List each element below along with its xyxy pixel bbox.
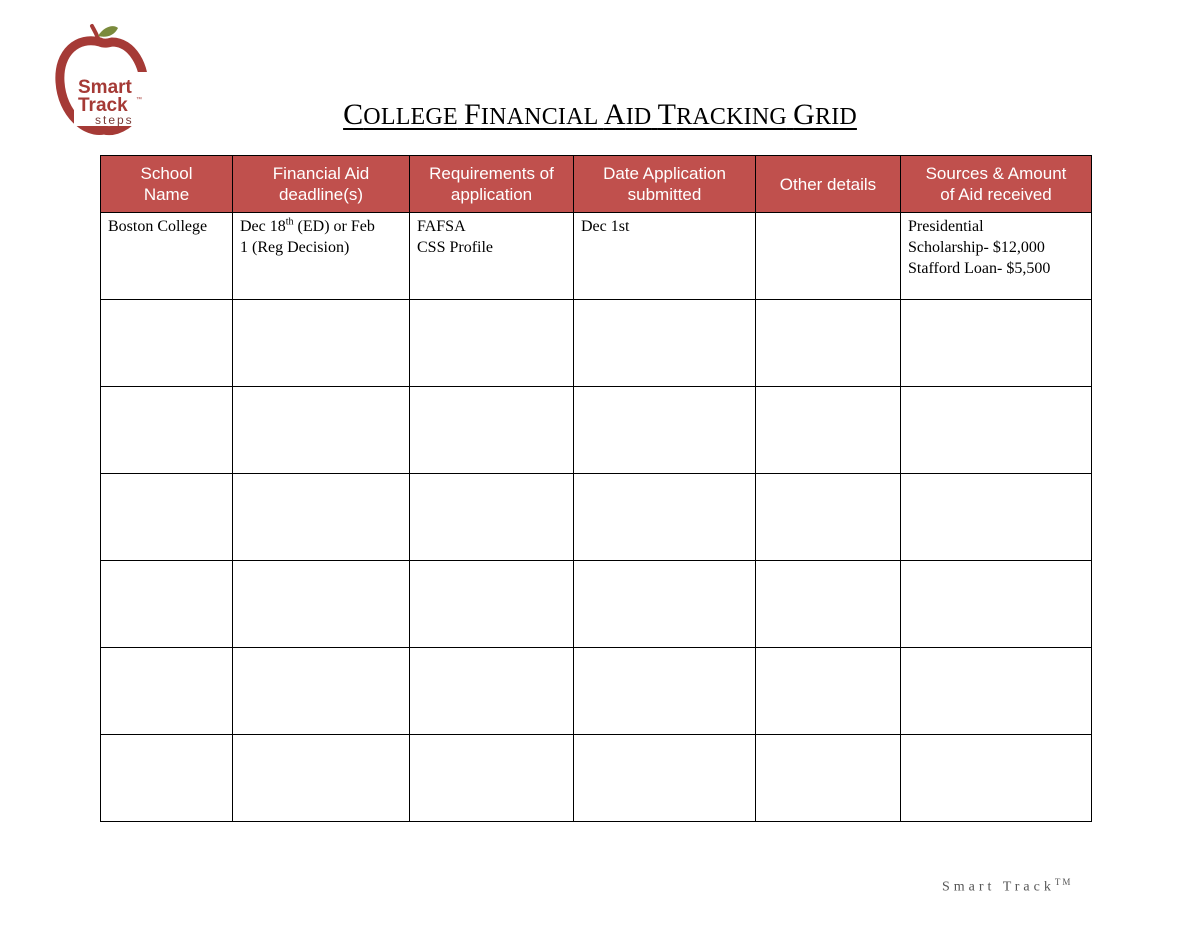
cell-school[interactable] xyxy=(101,735,233,822)
cell-sources-amount[interactable] xyxy=(901,561,1092,648)
cell-deadline[interactable] xyxy=(233,735,410,822)
cell-sources-amount[interactable] xyxy=(901,735,1092,822)
cell-date-submitted[interactable] xyxy=(574,735,756,822)
cell-school[interactable] xyxy=(101,387,233,474)
cell-other-details[interactable] xyxy=(756,735,901,822)
cell-sources-amount[interactable] xyxy=(901,300,1092,387)
cell-date-submitted[interactable] xyxy=(574,648,756,735)
page-title: COLLEGE FINANCIAL AID TRACKING GRID xyxy=(343,98,857,131)
logo-text-tm: ™ xyxy=(136,97,142,103)
cell-requirements[interactable] xyxy=(410,474,574,561)
cell-other-details[interactable] xyxy=(756,387,901,474)
cell-requirements[interactable] xyxy=(410,648,574,735)
footer-brand: Smart Track™ xyxy=(942,877,1073,895)
cell-school[interactable] xyxy=(101,300,233,387)
cell-sources-amount[interactable] xyxy=(901,387,1092,474)
cell-school[interactable] xyxy=(101,474,233,561)
cell-deadline[interactable] xyxy=(233,387,410,474)
table-row xyxy=(101,648,1092,735)
cell-date-submitted[interactable]: Dec 1st xyxy=(574,213,756,300)
cell-date-submitted[interactable] xyxy=(574,300,756,387)
table-row xyxy=(101,300,1092,387)
header-sources-amount: Sources & Amount of Aid received xyxy=(901,156,1092,213)
header-other-details: Other details xyxy=(756,156,901,213)
header-financial-aid-deadline: Financial Aid deadline(s) xyxy=(233,156,410,213)
cell-requirements[interactable] xyxy=(410,300,574,387)
cell-school[interactable]: Boston College xyxy=(101,213,233,300)
cell-other-details[interactable] xyxy=(756,474,901,561)
cell-deadline[interactable] xyxy=(233,648,410,735)
table-row xyxy=(101,735,1092,822)
table-row xyxy=(101,213,1092,300)
cell-date-submitted[interactable] xyxy=(574,474,756,561)
header-date-submitted: Date Application submitted xyxy=(574,156,756,213)
logo-text-track: Track xyxy=(78,95,128,116)
header-school-name: School Name xyxy=(101,156,233,213)
cell-sources-amount[interactable]: Presidential Scholarship- $12,000 Stafford Loan- $5,500 xyxy=(901,213,1092,300)
cell-sources-amount[interactable] xyxy=(901,474,1092,561)
cell-deadline[interactable]: Dec 18th (ED) or Feb 1 (Reg Decision) xyxy=(233,213,410,300)
cell-date-submitted[interactable] xyxy=(574,561,756,648)
cell-deadline[interactable] xyxy=(233,300,410,387)
cell-requirements[interactable]: FAFSA CSS Profile xyxy=(410,213,574,300)
table-row xyxy=(101,561,1092,648)
header-row xyxy=(101,156,1092,213)
cell-deadline[interactable] xyxy=(233,474,410,561)
apple-leaf-icon xyxy=(98,26,118,37)
table-row xyxy=(101,474,1092,561)
cell-other-details[interactable] xyxy=(756,300,901,387)
cell-deadline[interactable] xyxy=(233,561,410,648)
cell-other-details[interactable] xyxy=(756,561,901,648)
cell-school[interactable] xyxy=(101,648,233,735)
cell-other-details[interactable] xyxy=(756,213,901,300)
cell-date-submitted[interactable] xyxy=(574,387,756,474)
cell-requirements[interactable] xyxy=(410,387,574,474)
header-requirements: Requirements of application xyxy=(410,156,574,213)
logo-text-smart: Smart xyxy=(78,77,132,98)
cell-school[interactable] xyxy=(101,561,233,648)
cell-other-details[interactable] xyxy=(756,648,901,735)
tracking-grid xyxy=(100,155,1092,822)
cell-sources-amount[interactable] xyxy=(901,648,1092,735)
cell-requirements[interactable] xyxy=(410,735,574,822)
logo-text-steps: steps xyxy=(95,113,134,127)
cell-requirements[interactable] xyxy=(410,561,574,648)
table-row xyxy=(101,387,1092,474)
